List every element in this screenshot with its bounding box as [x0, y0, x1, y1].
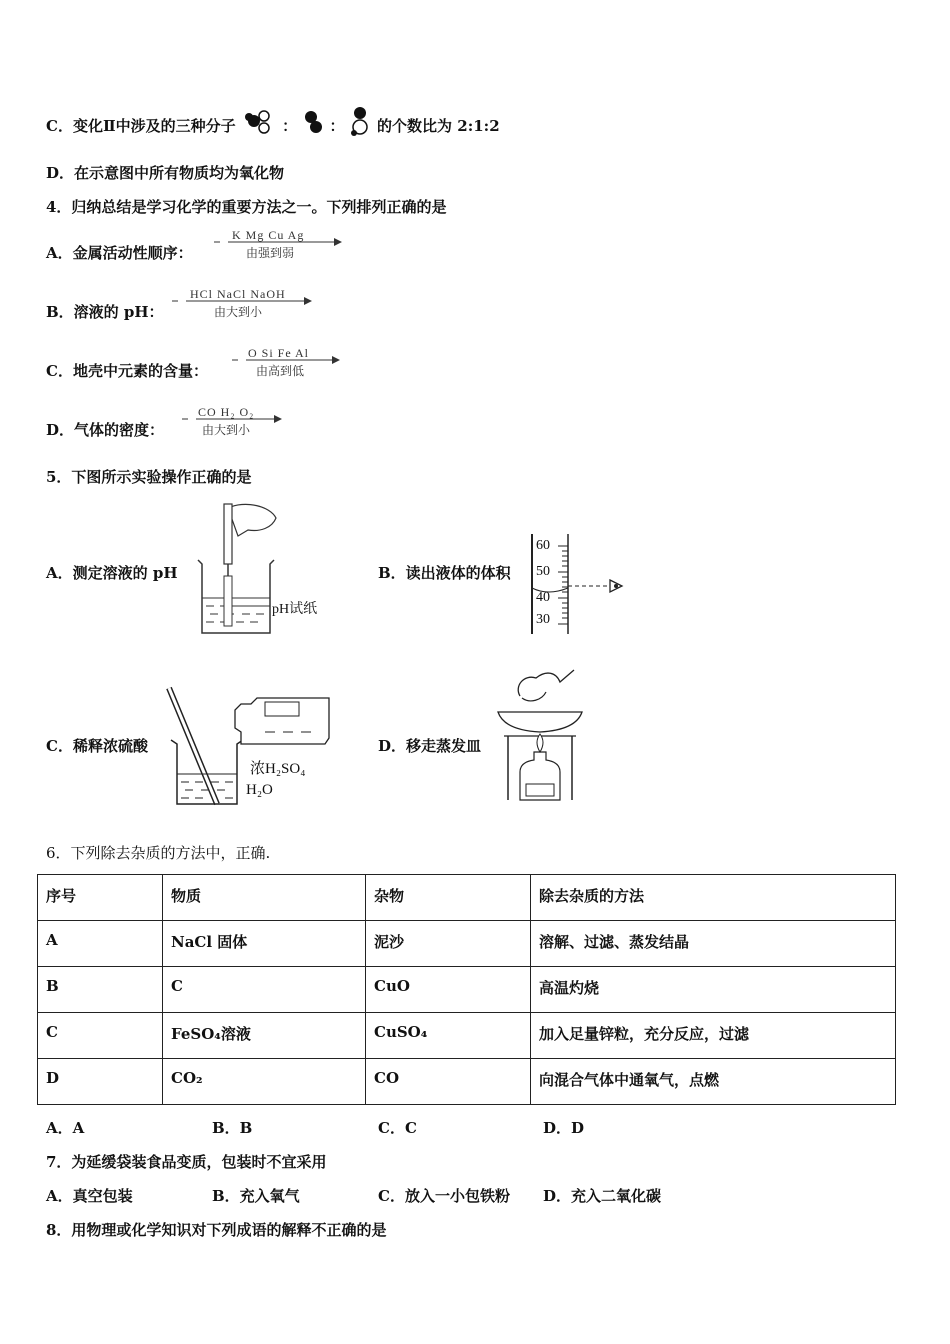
molecule-icon-3: [350, 105, 372, 139]
q4-d-order: 由大到小: [202, 423, 251, 437]
q4-option-c-label: C．地壳中元素的含量：: [46, 362, 208, 380]
table-cell: C: [38, 1013, 163, 1059]
q4-a-sequence: K Mg Cu Ag: [232, 228, 305, 242]
q4-option-d-arrow: [182, 405, 292, 441]
table-cell: CuSO₄: [366, 1013, 531, 1059]
q4-option-c-arrow: [232, 346, 352, 382]
conc-h2so4-label: 浓H₂SO₄: [250, 761, 306, 777]
table-cell: FeSO₄溶液: [163, 1013, 366, 1059]
q4-c-order: 由高到低: [256, 364, 305, 378]
table-cell: CO₂: [163, 1059, 366, 1105]
tick-60: 60: [536, 538, 550, 553]
table-cell: 溶解、过滤、蒸发结晶: [531, 921, 896, 967]
q4-option-a-label: A．金属活动性顺序：: [46, 244, 193, 262]
table-cell: CuO: [366, 967, 531, 1013]
molecule-icon-1: [241, 108, 277, 138]
q3-option-c-pre: C．变化Ⅱ中涉及的三种分子: [46, 117, 236, 135]
q7-option-a: A．真空包装: [46, 1187, 133, 1205]
tick-50: 50: [536, 564, 550, 579]
q4-c-sequence: O Si Fe Al: [248, 346, 310, 360]
header-cell: 杂物: [366, 875, 531, 921]
table-cell: 泥沙: [366, 921, 531, 967]
q8-stem: 8．用物理或化学知识对下列成语的解释不正确的是: [46, 1221, 387, 1239]
table-header-row: [38, 875, 896, 921]
q6-option-b: B．B: [212, 1119, 253, 1137]
q4-b-order: 由大到小: [214, 305, 263, 319]
header-cell: 除去杂质的方法: [531, 875, 896, 921]
q5-stem: 5．下图所示实验操作正确的是: [46, 468, 252, 486]
q6-stem: 6．下列除去杂质的方法中，正确.: [46, 844, 271, 862]
q4-stem: 4．归纳总结是学习化学的重要方法之一。下列排列正确的是: [46, 198, 447, 216]
table-cell: 高温灼烧: [531, 967, 896, 1013]
table-cell: A: [38, 921, 163, 967]
molecule-icon-2: [302, 108, 324, 138]
table-cell: B: [38, 967, 163, 1013]
q5-option-c: C．稀释浓硫酸: [46, 737, 148, 755]
table-cell: D: [38, 1059, 163, 1105]
q3-option-c: C．变化Ⅱ中涉及的三种分子 ： ： 的个数比为 2:1:2: [46, 115, 500, 139]
table-cell: CO: [366, 1059, 531, 1105]
q5-option-a: A．测定溶液的 pH: [46, 564, 178, 582]
impurity-table: [37, 874, 896, 1105]
q5-option-b: B．读出液体的体积: [378, 564, 511, 582]
q3-option-d: D．在示意图中所有物质均为氧化物: [46, 164, 285, 182]
q4-option-b-arrow: [172, 287, 322, 323]
table-cell: NaCl 固体: [163, 921, 366, 967]
q4-option-d-label: D．气体的密度：: [46, 421, 165, 439]
q7-option-b: B．充入氧气: [212, 1187, 300, 1205]
q4-option-a-arrow: [214, 228, 344, 264]
q7-option-d: D．充入二氧化碳: [543, 1187, 662, 1205]
q6-option-d: D．D: [543, 1119, 585, 1137]
q7-stem: 7．为延缓袋装食品变质，包装时不宜采用: [46, 1153, 327, 1171]
ph-paper-label: pH试纸: [272, 602, 318, 617]
q4-option-b-label: B．溶液的 pH：: [46, 303, 164, 321]
q6-option-c: C．C: [378, 1119, 417, 1137]
table-row: [38, 921, 896, 967]
q7-option-c: C．放入一小包铁粉: [378, 1187, 510, 1205]
header-cell: 序号: [38, 875, 163, 921]
q4-b-sequence: HCl NaCl NaOH: [190, 287, 286, 301]
table-row: [38, 1013, 896, 1059]
q3-option-c-post: 的个数比为 2:1:2: [377, 117, 500, 135]
header-cell: 物质: [163, 875, 366, 921]
tick-40: 40: [536, 590, 550, 605]
table-row: [38, 1059, 896, 1105]
table-row: [38, 967, 896, 1013]
ph-test-figure: [190, 500, 340, 640]
tick-30: 30: [536, 612, 550, 627]
h2o-label: H₂O: [246, 782, 273, 798]
q5-option-d: D．移走蒸发皿: [378, 737, 482, 755]
table-cell: C: [163, 967, 366, 1013]
table-cell: 向混合气体中通氧气，点燃: [531, 1059, 896, 1105]
q4-d-sequence: CO H₂ O₂: [198, 405, 255, 419]
q4-a-order: 由强到弱: [246, 246, 295, 260]
table-cell: 加入足量锌粒，充分反应，过滤: [531, 1013, 896, 1059]
evaporating-dish-figure: [490, 664, 590, 806]
q6-option-a: A．A: [46, 1119, 85, 1137]
